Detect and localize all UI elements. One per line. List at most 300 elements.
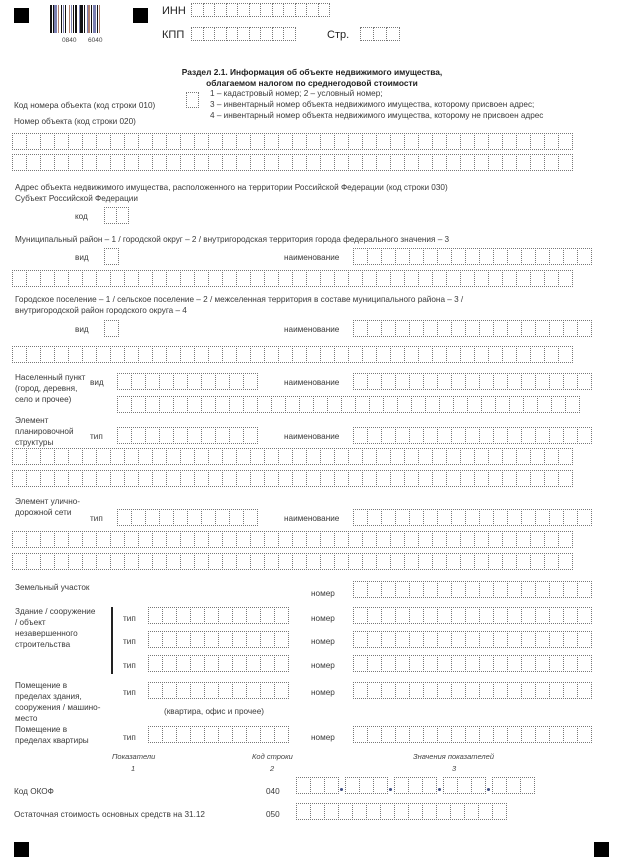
input-cell[interactable]: [404, 448, 419, 465]
residual-value-field[interactable]: [296, 803, 507, 820]
input-cell[interactable]: [348, 154, 363, 171]
input-cell[interactable]: [460, 470, 475, 487]
input-cell[interactable]: [180, 270, 195, 287]
input-cell[interactable]: [152, 531, 167, 548]
input-cell[interactable]: [549, 581, 564, 598]
input-cell[interactable]: [278, 531, 293, 548]
input-cell[interactable]: [495, 396, 510, 413]
input-cell[interactable]: [306, 154, 321, 171]
input-cell[interactable]: [507, 427, 522, 444]
input-cell[interactable]: [507, 607, 522, 624]
input-cell[interactable]: [260, 726, 275, 743]
input-cell[interactable]: [176, 726, 191, 743]
input-cell[interactable]: [82, 346, 97, 363]
input-cell[interactable]: [162, 655, 177, 672]
input-cell[interactable]: [577, 248, 592, 265]
input-cell[interactable]: [521, 655, 536, 672]
input-cell[interactable]: [124, 270, 139, 287]
input-cell[interactable]: [353, 655, 368, 672]
input-cell[interactable]: [348, 133, 363, 150]
input-cell[interactable]: [507, 631, 522, 648]
input-cell[interactable]: [563, 607, 578, 624]
input-cell[interactable]: [474, 470, 489, 487]
input-cell[interactable]: [208, 346, 223, 363]
input-cell[interactable]: [577, 726, 592, 743]
input-cell[interactable]: [563, 373, 578, 390]
input-cell[interactable]: [507, 655, 522, 672]
input-cell[interactable]: [465, 373, 480, 390]
input-cell[interactable]: [376, 553, 391, 570]
input-cell[interactable]: [544, 553, 559, 570]
input-cell[interactable]: [479, 373, 494, 390]
object-number-row-2[interactable]: [12, 154, 573, 171]
input-cell[interactable]: [507, 373, 522, 390]
premises-number-field[interactable]: [353, 682, 592, 699]
input-cell[interactable]: [362, 470, 377, 487]
input-cell[interactable]: [173, 396, 188, 413]
input-cell[interactable]: [516, 133, 531, 150]
land-plot-number-field[interactable]: [353, 581, 592, 598]
input-cell[interactable]: [82, 154, 97, 171]
input-cell[interactable]: [194, 346, 209, 363]
room-type-field[interactable]: [148, 726, 289, 743]
input-cell[interactable]: [446, 531, 461, 548]
input-cell[interactable]: [465, 607, 480, 624]
input-cell[interactable]: [493, 726, 508, 743]
input-cell[interactable]: [493, 248, 508, 265]
input-cell[interactable]: [451, 607, 466, 624]
input-cell[interactable]: [381, 607, 396, 624]
input-cell[interactable]: [394, 803, 409, 820]
input-cell[interactable]: [418, 470, 433, 487]
input-cell[interactable]: [418, 448, 433, 465]
input-cell[interactable]: [423, 607, 438, 624]
input-cell[interactable]: [507, 682, 522, 699]
input-cell[interactable]: [492, 803, 507, 820]
input-cell[interactable]: [243, 396, 258, 413]
input-cell[interactable]: [535, 607, 550, 624]
input-cell[interactable]: [278, 270, 293, 287]
input-cell[interactable]: [40, 154, 55, 171]
input-cell[interactable]: [437, 509, 452, 526]
input-cell[interactable]: [488, 531, 503, 548]
input-cell[interactable]: [549, 248, 564, 265]
input-cell[interactable]: [54, 270, 69, 287]
input-cell[interactable]: [460, 553, 475, 570]
input-cell[interactable]: [187, 373, 202, 390]
input-cell[interactable]: [162, 682, 177, 699]
input-cell[interactable]: [292, 133, 307, 150]
input-cell[interactable]: [460, 448, 475, 465]
input-cell[interactable]: [243, 373, 258, 390]
input-cell[interactable]: [138, 154, 153, 171]
input-cell[interactable]: [306, 133, 321, 150]
input-cell[interactable]: [110, 133, 125, 150]
input-cell[interactable]: [549, 373, 564, 390]
input-cell[interactable]: [558, 470, 573, 487]
input-cell[interactable]: [264, 531, 279, 548]
input-cell[interactable]: [558, 531, 573, 548]
input-cell[interactable]: [166, 448, 181, 465]
input-cell[interactable]: [54, 553, 69, 570]
input-cell[interactable]: [117, 427, 132, 444]
input-cell[interactable]: [474, 553, 489, 570]
input-cell[interactable]: [530, 270, 545, 287]
input-cell[interactable]: [204, 655, 219, 672]
input-cell[interactable]: [324, 777, 339, 794]
input-cell[interactable]: [180, 553, 195, 570]
input-cell[interactable]: [152, 133, 167, 150]
input-cell[interactable]: [180, 346, 195, 363]
input-cell[interactable]: [502, 448, 517, 465]
input-cell[interactable]: [488, 448, 503, 465]
input-cell[interactable]: [306, 270, 321, 287]
input-cell[interactable]: [334, 133, 349, 150]
input-cell[interactable]: [162, 726, 177, 743]
input-cell[interactable]: [117, 373, 132, 390]
input-cell[interactable]: [353, 631, 368, 648]
input-cell[interactable]: [381, 726, 396, 743]
input-cell[interactable]: [437, 607, 452, 624]
input-cell[interactable]: [264, 270, 279, 287]
input-cell[interactable]: [409, 607, 424, 624]
input-cell[interactable]: [390, 270, 405, 287]
input-cell[interactable]: [460, 270, 475, 287]
input-cell[interactable]: [376, 448, 391, 465]
input-cell[interactable]: [82, 531, 97, 548]
input-cell[interactable]: [187, 427, 202, 444]
okof-segment[interactable]: [492, 777, 535, 794]
input-cell[interactable]: [236, 448, 251, 465]
input-cell[interactable]: [250, 133, 265, 150]
input-cell[interactable]: [26, 270, 41, 287]
input-cell[interactable]: [390, 133, 405, 150]
input-cell[interactable]: [457, 777, 472, 794]
input-cell[interactable]: [104, 320, 119, 337]
municipal-type-field[interactable]: [104, 248, 119, 265]
input-cell[interactable]: [488, 154, 503, 171]
subject-code-field[interactable]: [104, 207, 129, 224]
input-cell[interactable]: [320, 133, 335, 150]
input-cell[interactable]: [492, 777, 507, 794]
municipal-name-field[interactable]: [353, 248, 592, 265]
input-cell[interactable]: [521, 581, 536, 598]
input-cell[interactable]: [180, 133, 195, 150]
input-cell[interactable]: [12, 270, 27, 287]
input-cell[interactable]: [558, 346, 573, 363]
input-cell[interactable]: [437, 726, 452, 743]
input-cell[interactable]: [549, 726, 564, 743]
object-code-field[interactable]: [186, 92, 199, 108]
input-cell[interactable]: [535, 509, 550, 526]
input-cell[interactable]: [381, 427, 396, 444]
input-cell[interactable]: [390, 470, 405, 487]
input-cell[interactable]: [409, 631, 424, 648]
input-cell[interactable]: [96, 553, 111, 570]
input-cell[interactable]: [425, 396, 440, 413]
input-cell[interactable]: [381, 248, 396, 265]
input-cell[interactable]: [110, 154, 125, 171]
input-cell[interactable]: [250, 448, 265, 465]
input-cell[interactable]: [236, 531, 251, 548]
input-cell[interactable]: [432, 470, 447, 487]
input-cell[interactable]: [474, 346, 489, 363]
input-cell[interactable]: [278, 553, 293, 570]
input-cell[interactable]: [186, 92, 199, 108]
input-cell[interactable]: [152, 346, 167, 363]
input-cell[interactable]: [474, 531, 489, 548]
input-cell[interactable]: [479, 248, 494, 265]
input-cell[interactable]: [82, 470, 97, 487]
input-cell[interactable]: [390, 448, 405, 465]
input-cell[interactable]: [362, 270, 377, 287]
input-cell[interactable]: [432, 531, 447, 548]
input-cell[interactable]: [563, 655, 578, 672]
input-cell[interactable]: [110, 270, 125, 287]
input-cell[interactable]: [502, 346, 517, 363]
input-cell[interactable]: [395, 509, 410, 526]
input-cell[interactable]: [180, 470, 195, 487]
input-cell[interactable]: [208, 133, 223, 150]
input-cell[interactable]: [535, 682, 550, 699]
input-cell[interactable]: [229, 509, 244, 526]
input-cell[interactable]: [246, 607, 261, 624]
input-cell[interactable]: [502, 133, 517, 150]
input-cell[interactable]: [558, 448, 573, 465]
input-cell[interactable]: [204, 726, 219, 743]
input-cell[interactable]: [381, 373, 396, 390]
input-cell[interactable]: [260, 631, 275, 648]
input-cell[interactable]: [204, 607, 219, 624]
input-cell[interactable]: [264, 346, 279, 363]
input-cell[interactable]: [306, 448, 321, 465]
input-cell[interactable]: [432, 270, 447, 287]
input-cell[interactable]: [367, 427, 382, 444]
input-cell[interactable]: [493, 655, 508, 672]
input-cell[interactable]: [348, 346, 363, 363]
input-cell[interactable]: [131, 427, 146, 444]
input-cell[interactable]: [418, 346, 433, 363]
input-cell[interactable]: [577, 607, 592, 624]
input-cell[interactable]: [488, 470, 503, 487]
input-cell[interactable]: [190, 726, 205, 743]
input-cell[interactable]: [558, 133, 573, 150]
input-cell[interactable]: [465, 427, 480, 444]
input-cell[interactable]: [380, 803, 395, 820]
input-cell[interactable]: [409, 248, 424, 265]
input-cell[interactable]: [243, 427, 258, 444]
input-cell[interactable]: [222, 133, 237, 150]
input-cell[interactable]: [367, 509, 382, 526]
input-cell[interactable]: [521, 373, 536, 390]
input-cell[interactable]: [376, 133, 391, 150]
input-cell[interactable]: [274, 655, 289, 672]
input-cell[interactable]: [446, 448, 461, 465]
input-cell[interactable]: [306, 553, 321, 570]
input-cell[interactable]: [104, 248, 119, 265]
input-cell[interactable]: [110, 346, 125, 363]
input-cell[interactable]: [201, 509, 216, 526]
input-cell[interactable]: [348, 531, 363, 548]
input-cell[interactable]: [194, 154, 209, 171]
input-cell[interactable]: [138, 531, 153, 548]
input-cell[interactable]: [418, 154, 433, 171]
input-cell[interactable]: [460, 346, 475, 363]
input-cell[interactable]: [173, 509, 188, 526]
input-cell[interactable]: [479, 655, 494, 672]
input-cell[interactable]: [563, 631, 578, 648]
input-cell[interactable]: [292, 531, 307, 548]
input-cell[interactable]: [404, 133, 419, 150]
input-cell[interactable]: [376, 270, 391, 287]
input-cell[interactable]: [549, 427, 564, 444]
input-cell[interactable]: [138, 448, 153, 465]
input-cell[interactable]: [159, 396, 174, 413]
input-cell[interactable]: [386, 27, 400, 41]
input-cell[interactable]: [218, 726, 233, 743]
input-cell[interactable]: [563, 581, 578, 598]
premises-type-field[interactable]: [148, 682, 289, 699]
input-cell[interactable]: [563, 320, 578, 337]
input-cell[interactable]: [577, 631, 592, 648]
input-cell[interactable]: [320, 346, 335, 363]
input-cell[interactable]: [82, 448, 97, 465]
input-cell[interactable]: [285, 396, 300, 413]
input-cell[interactable]: [362, 154, 377, 171]
input-cell[interactable]: [274, 607, 289, 624]
input-cell[interactable]: [451, 373, 466, 390]
input-cell[interactable]: [318, 3, 331, 17]
input-cell[interactable]: [313, 396, 328, 413]
building-number-field-1[interactable]: [353, 607, 592, 624]
input-cell[interactable]: [488, 270, 503, 287]
input-cell[interactable]: [194, 531, 209, 548]
input-cell[interactable]: [334, 531, 349, 548]
input-cell[interactable]: [397, 396, 412, 413]
input-cell[interactable]: [423, 581, 438, 598]
input-cell[interactable]: [451, 320, 466, 337]
building-type-field-2[interactable]: [148, 631, 289, 648]
input-cell[interactable]: [260, 655, 275, 672]
input-cell[interactable]: [376, 346, 391, 363]
input-cell[interactable]: [236, 553, 251, 570]
input-cell[interactable]: [409, 655, 424, 672]
input-cell[interactable]: [82, 553, 97, 570]
input-cell[interactable]: [460, 154, 475, 171]
input-cell[interactable]: [12, 154, 27, 171]
input-cell[interactable]: [373, 777, 388, 794]
input-cell[interactable]: [563, 682, 578, 699]
input-cell[interactable]: [460, 531, 475, 548]
input-cell[interactable]: [506, 777, 521, 794]
input-cell[interactable]: [408, 803, 423, 820]
input-cell[interactable]: [96, 470, 111, 487]
input-cell[interactable]: [138, 133, 153, 150]
input-cell[interactable]: [423, 655, 438, 672]
input-cell[interactable]: [208, 531, 223, 548]
input-cell[interactable]: [423, 682, 438, 699]
kpp-field[interactable]: [191, 27, 296, 41]
input-cell[interactable]: [409, 682, 424, 699]
input-cell[interactable]: [451, 581, 466, 598]
input-cell[interactable]: [530, 346, 545, 363]
input-cell[interactable]: [479, 581, 494, 598]
input-cell[interactable]: [423, 726, 438, 743]
input-cell[interactable]: [544, 470, 559, 487]
input-cell[interactable]: [381, 509, 396, 526]
input-cell[interactable]: [390, 154, 405, 171]
input-cell[interactable]: [381, 655, 396, 672]
input-cell[interactable]: [381, 631, 396, 648]
input-cell[interactable]: [26, 470, 41, 487]
input-cell[interactable]: [367, 655, 382, 672]
input-cell[interactable]: [437, 655, 452, 672]
input-cell[interactable]: [232, 655, 247, 672]
input-cell[interactable]: [352, 803, 367, 820]
input-cell[interactable]: [278, 346, 293, 363]
input-cell[interactable]: [404, 553, 419, 570]
input-cell[interactable]: [264, 154, 279, 171]
input-cell[interactable]: [296, 803, 311, 820]
input-cell[interactable]: [131, 509, 146, 526]
input-cell[interactable]: [437, 682, 452, 699]
input-cell[interactable]: [353, 726, 368, 743]
input-cell[interactable]: [478, 803, 493, 820]
input-cell[interactable]: [395, 726, 410, 743]
input-cell[interactable]: [451, 726, 466, 743]
input-cell[interactable]: [535, 427, 550, 444]
input-cell[interactable]: [208, 154, 223, 171]
input-cell[interactable]: [68, 133, 83, 150]
input-cell[interactable]: [390, 346, 405, 363]
input-cell[interactable]: [521, 509, 536, 526]
input-cell[interactable]: [190, 607, 205, 624]
input-cell[interactable]: [26, 448, 41, 465]
input-cell[interactable]: [296, 777, 311, 794]
input-cell[interactable]: [502, 553, 517, 570]
input-cell[interactable]: [236, 270, 251, 287]
input-cell[interactable]: [521, 607, 536, 624]
input-cell[interactable]: [404, 270, 419, 287]
input-cell[interactable]: [467, 396, 482, 413]
input-cell[interactable]: [535, 248, 550, 265]
input-cell[interactable]: [283, 27, 296, 41]
input-cell[interactable]: [369, 396, 384, 413]
input-cell[interactable]: [40, 553, 55, 570]
locality-name-field-row-2[interactable]: [117, 396, 580, 413]
input-cell[interactable]: [577, 655, 592, 672]
input-cell[interactable]: [292, 448, 307, 465]
input-cell[interactable]: [439, 396, 454, 413]
input-cell[interactable]: [383, 396, 398, 413]
input-cell[interactable]: [145, 396, 160, 413]
planning-element-name-field-row-3[interactable]: [12, 470, 573, 487]
input-cell[interactable]: [558, 553, 573, 570]
input-cell[interactable]: [530, 154, 545, 171]
input-cell[interactable]: [464, 803, 479, 820]
input-cell[interactable]: [278, 133, 293, 150]
input-cell[interactable]: [162, 607, 177, 624]
input-cell[interactable]: [558, 270, 573, 287]
input-cell[interactable]: [404, 531, 419, 548]
input-cell[interactable]: [474, 133, 489, 150]
input-cell[interactable]: [530, 470, 545, 487]
input-cell[interactable]: [215, 427, 230, 444]
locality-type-field[interactable]: [117, 373, 258, 390]
input-cell[interactable]: [222, 531, 237, 548]
input-cell[interactable]: [563, 427, 578, 444]
input-cell[interactable]: [292, 270, 307, 287]
